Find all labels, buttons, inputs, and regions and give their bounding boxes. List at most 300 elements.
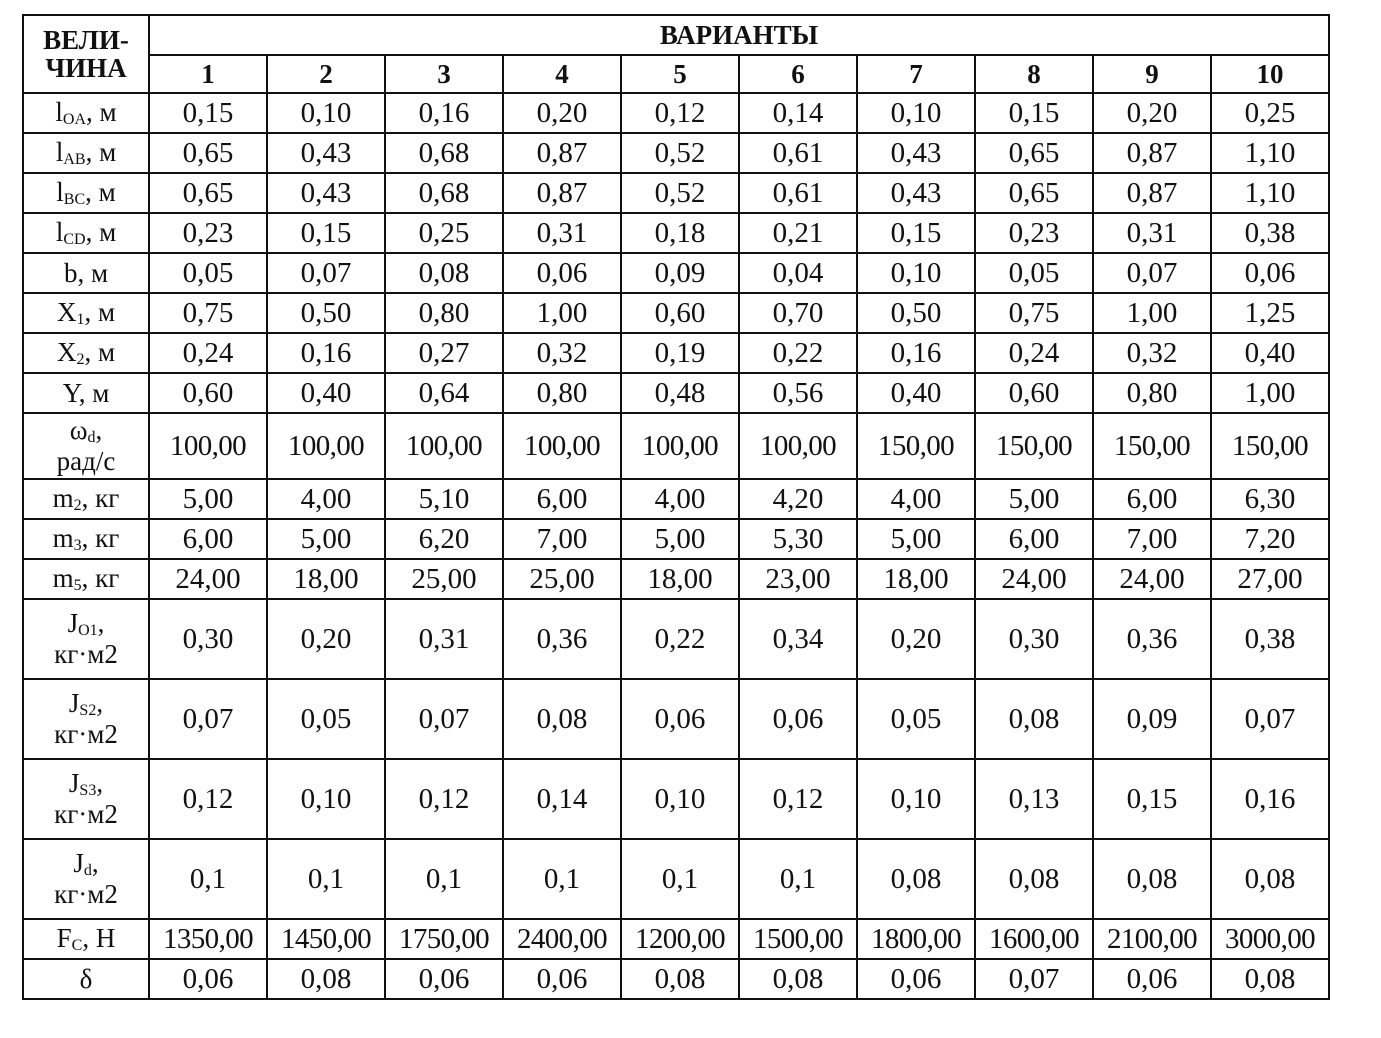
value-cell: 3000,00 bbox=[1211, 919, 1329, 959]
value-cell: 1750,00 bbox=[385, 919, 503, 959]
quantity-label bbox=[23, 559, 149, 599]
quantity-label-line1 bbox=[24, 218, 148, 249]
value-cell: 0,20 bbox=[857, 599, 975, 679]
value-cell: 0,09 bbox=[1093, 679, 1211, 759]
table-row bbox=[23, 559, 1329, 599]
variant-number-header: 10 bbox=[1211, 55, 1329, 93]
table-row bbox=[23, 599, 1329, 679]
value-cell: 0,65 bbox=[975, 133, 1093, 173]
quantity-label-line1 bbox=[24, 379, 148, 407]
value-cell: 18,00 bbox=[267, 559, 385, 599]
quantity-unit: , м bbox=[84, 296, 116, 327]
header-row-variants bbox=[23, 55, 1329, 93]
quantity-symbol: δ bbox=[79, 963, 93, 994]
value-cell: 0,07 bbox=[1093, 253, 1211, 293]
value-cell: 0,40 bbox=[1211, 333, 1329, 373]
quantity-label bbox=[23, 333, 149, 373]
quantity-symbol: J bbox=[67, 608, 79, 639]
quantity-label-line1 bbox=[24, 849, 148, 880]
value-cell: 5,00 bbox=[621, 519, 739, 559]
quantity-label bbox=[23, 293, 149, 333]
value-cell: 1,10 bbox=[1211, 173, 1329, 213]
value-cell: 0,10 bbox=[267, 759, 385, 839]
value-cell: 0,64 bbox=[385, 373, 503, 413]
value-cell: 7,20 bbox=[1211, 519, 1329, 559]
value-cell: 2400,00 bbox=[503, 919, 621, 959]
value-cell: 0,10 bbox=[621, 759, 739, 839]
value-cell: 0,20 bbox=[267, 599, 385, 679]
quantity-label-line1 bbox=[24, 338, 148, 369]
value-cell: 27,00 bbox=[1211, 559, 1329, 599]
quantity-unit: , кг bbox=[81, 522, 120, 553]
value-cell: 4,00 bbox=[621, 479, 739, 519]
value-cell: 0,06 bbox=[1211, 253, 1329, 293]
quantity-symbol: m bbox=[52, 482, 74, 513]
value-cell: 0,06 bbox=[621, 679, 739, 759]
quantity-label-line1 bbox=[24, 259, 148, 287]
value-cell: 0,15 bbox=[857, 213, 975, 253]
variants-table-container bbox=[22, 14, 1330, 1000]
quantity-subscript: d bbox=[87, 429, 96, 447]
value-cell: 0,09 bbox=[621, 253, 739, 293]
value-cell: 0,34 bbox=[739, 599, 857, 679]
value-cell: 0,18 bbox=[621, 213, 739, 253]
quantity-subscript: OA bbox=[62, 110, 87, 128]
value-cell: 0,15 bbox=[149, 93, 267, 133]
quantity-unit: , м bbox=[84, 336, 116, 367]
value-cell: 0,36 bbox=[503, 599, 621, 679]
quantity-symbol: m bbox=[52, 562, 74, 593]
value-cell: 0,07 bbox=[975, 959, 1093, 999]
value-cell: 18,00 bbox=[621, 559, 739, 599]
value-cell: 6,00 bbox=[1093, 479, 1211, 519]
value-cell: 0,08 bbox=[1211, 959, 1329, 999]
value-cell: 0,10 bbox=[857, 253, 975, 293]
quantity-unit: , Н bbox=[82, 922, 116, 953]
value-cell: 0,06 bbox=[1093, 959, 1211, 999]
quantity-unit: , bbox=[97, 608, 105, 639]
value-cell: 100,00 bbox=[621, 413, 739, 479]
value-cell: 0,25 bbox=[1211, 93, 1329, 133]
value-cell: 0,12 bbox=[739, 759, 857, 839]
table-row bbox=[23, 93, 1329, 133]
value-cell: 0,22 bbox=[621, 599, 739, 679]
value-cell: 1800,00 bbox=[857, 919, 975, 959]
value-cell: 0,08 bbox=[975, 839, 1093, 919]
value-cell: 0,08 bbox=[267, 959, 385, 999]
value-cell: 0,06 bbox=[739, 679, 857, 759]
value-cell: 0,15 bbox=[267, 213, 385, 253]
value-cell: 0,12 bbox=[149, 759, 267, 839]
value-cell: 0,1 bbox=[149, 839, 267, 919]
quantity-label bbox=[23, 413, 149, 479]
value-cell: 0,48 bbox=[621, 373, 739, 413]
quantity-subscript: 3 bbox=[73, 536, 82, 554]
value-cell: 0,07 bbox=[1211, 679, 1329, 759]
value-cell: 0,15 bbox=[1093, 759, 1211, 839]
variant-number-header: 7 bbox=[857, 55, 975, 93]
value-cell: 0,10 bbox=[857, 759, 975, 839]
value-cell: 0,87 bbox=[503, 173, 621, 213]
quantity-subscript: C bbox=[71, 936, 83, 954]
value-cell: 6,00 bbox=[503, 479, 621, 519]
value-cell: 0,31 bbox=[1093, 213, 1211, 253]
value-cell: 0,07 bbox=[267, 253, 385, 293]
quantity-symbol: J bbox=[68, 768, 80, 799]
quantity-symbol: b bbox=[63, 257, 78, 288]
quantity-subscript: S2 bbox=[79, 702, 97, 720]
variants-title: ВАРИАНТЫ bbox=[149, 15, 1329, 55]
table-row bbox=[23, 759, 1329, 839]
quantity-subscript: S3 bbox=[79, 782, 97, 800]
value-cell: 0,70 bbox=[739, 293, 857, 333]
quantity-label bbox=[23, 759, 149, 839]
quantity-label bbox=[23, 599, 149, 679]
quantity-label-line1 bbox=[24, 298, 148, 329]
variant-number-header: 3 bbox=[385, 55, 503, 93]
value-cell: 0,60 bbox=[621, 293, 739, 333]
value-cell: 0,30 bbox=[975, 599, 1093, 679]
quantity-label-line1 bbox=[24, 689, 148, 720]
value-cell: 100,00 bbox=[739, 413, 857, 479]
quantity-subscript: d bbox=[83, 862, 92, 880]
quantity-symbol: l bbox=[55, 96, 63, 127]
table-row bbox=[23, 519, 1329, 559]
value-cell: 0,52 bbox=[621, 133, 739, 173]
quantity-symbol: X bbox=[56, 336, 77, 367]
quantity-symbol: J bbox=[73, 848, 84, 879]
value-cell: 100,00 bbox=[149, 413, 267, 479]
quantity-subscript: BC bbox=[63, 190, 86, 208]
value-cell: 0,68 bbox=[385, 133, 503, 173]
value-cell: 0,1 bbox=[385, 839, 503, 919]
value-cell: 5,00 bbox=[267, 519, 385, 559]
value-cell: 0,08 bbox=[503, 679, 621, 759]
value-cell: 0,50 bbox=[267, 293, 385, 333]
value-cell: 0,06 bbox=[385, 959, 503, 999]
quantity-symbol: l bbox=[55, 136, 64, 167]
value-cell: 0,10 bbox=[267, 93, 385, 133]
value-cell: 0,16 bbox=[1211, 759, 1329, 839]
value-cell: 0,05 bbox=[267, 679, 385, 759]
quantity-unit: , bbox=[96, 688, 104, 719]
table-row bbox=[23, 213, 1329, 253]
quantity-unit: , м bbox=[85, 216, 117, 247]
value-cell: 0,06 bbox=[503, 253, 621, 293]
table-row bbox=[23, 919, 1329, 959]
value-cell: 0,08 bbox=[857, 839, 975, 919]
value-cell: 0,87 bbox=[1093, 173, 1211, 213]
value-cell: 150,00 bbox=[857, 413, 975, 479]
variant-number-header: 5 bbox=[621, 55, 739, 93]
quantity-subscript: CD bbox=[63, 230, 86, 248]
value-cell: 0,07 bbox=[385, 679, 503, 759]
quantity-label-line1 bbox=[24, 416, 148, 447]
value-cell: 2100,00 bbox=[1093, 919, 1211, 959]
value-cell: 100,00 bbox=[385, 413, 503, 479]
table-row bbox=[23, 479, 1329, 519]
value-cell: 0,80 bbox=[503, 373, 621, 413]
quantity-symbol: X bbox=[56, 296, 77, 327]
value-cell: 0,19 bbox=[621, 333, 739, 373]
quantity-subscript: 2 bbox=[76, 350, 85, 368]
value-cell: 24,00 bbox=[975, 559, 1093, 599]
table-row bbox=[23, 293, 1329, 333]
value-cell: 0,22 bbox=[739, 333, 857, 373]
value-cell: 0,80 bbox=[1093, 373, 1211, 413]
value-cell: 0,40 bbox=[267, 373, 385, 413]
quantity-label-line1 bbox=[24, 965, 148, 993]
value-cell: 0,06 bbox=[149, 959, 267, 999]
value-cell: 0,31 bbox=[385, 599, 503, 679]
quantity-unit: , м bbox=[77, 257, 109, 288]
value-cell: 100,00 bbox=[267, 413, 385, 479]
value-cell: 0,31 bbox=[503, 213, 621, 253]
value-cell: 0,24 bbox=[149, 333, 267, 373]
value-cell: 0,08 bbox=[621, 959, 739, 999]
value-cell: 1500,00 bbox=[739, 919, 857, 959]
value-cell: 0,08 bbox=[1093, 839, 1211, 919]
value-cell: 0,05 bbox=[975, 253, 1093, 293]
quantity-unit-line2: рад/с bbox=[56, 446, 116, 477]
value-cell: 0,80 bbox=[385, 293, 503, 333]
quantity-unit: , м bbox=[78, 377, 110, 408]
value-cell: 0,06 bbox=[857, 959, 975, 999]
value-cell: 4,00 bbox=[857, 479, 975, 519]
value-cell: 0,23 bbox=[149, 213, 267, 253]
variant-number-header: 4 bbox=[503, 55, 621, 93]
value-cell: 5,00 bbox=[975, 479, 1093, 519]
value-cell: 0,65 bbox=[149, 133, 267, 173]
quantity-label-line1 bbox=[24, 524, 148, 555]
quantity-label-line1 bbox=[24, 609, 148, 640]
value-cell: 24,00 bbox=[149, 559, 267, 599]
value-cell: 1450,00 bbox=[267, 919, 385, 959]
quantity-subscript: 1 bbox=[76, 310, 85, 328]
value-cell: 0,10 bbox=[857, 93, 975, 133]
quantity-unit: , м bbox=[85, 136, 117, 167]
value-cell: 0,16 bbox=[857, 333, 975, 373]
value-cell: 0,43 bbox=[267, 173, 385, 213]
table-row bbox=[23, 333, 1329, 373]
value-cell: 0,1 bbox=[621, 839, 739, 919]
table-row bbox=[23, 679, 1329, 759]
value-cell: 0,61 bbox=[739, 173, 857, 213]
value-cell: 0,43 bbox=[857, 133, 975, 173]
value-cell: 0,24 bbox=[975, 333, 1093, 373]
value-cell: 6,30 bbox=[1211, 479, 1329, 519]
value-cell: 0,75 bbox=[975, 293, 1093, 333]
table-row bbox=[23, 253, 1329, 293]
value-cell: 1,00 bbox=[1093, 293, 1211, 333]
value-cell: 0,61 bbox=[739, 133, 857, 173]
quantity-subscript: 5 bbox=[73, 576, 82, 594]
table-row bbox=[23, 413, 1329, 479]
value-cell: 0,13 bbox=[975, 759, 1093, 839]
quantity-unit: , bbox=[95, 415, 103, 446]
value-cell: 0,12 bbox=[385, 759, 503, 839]
quantity-label bbox=[23, 839, 149, 919]
quantity-label-line1 bbox=[24, 484, 148, 515]
quantity-label bbox=[23, 253, 149, 293]
value-cell: 24,00 bbox=[1093, 559, 1211, 599]
value-cell: 4,20 bbox=[739, 479, 857, 519]
value-cell: 0,16 bbox=[267, 333, 385, 373]
value-cell: 0,14 bbox=[503, 759, 621, 839]
value-cell: 0,15 bbox=[975, 93, 1093, 133]
value-cell: 1350,00 bbox=[149, 919, 267, 959]
value-cell: 100,00 bbox=[503, 413, 621, 479]
value-cell: 0,43 bbox=[857, 173, 975, 213]
quantity-label bbox=[23, 213, 149, 253]
value-cell: 1200,00 bbox=[621, 919, 739, 959]
table-row bbox=[23, 959, 1329, 999]
value-cell: 1,25 bbox=[1211, 293, 1329, 333]
value-cell: 0,23 bbox=[975, 213, 1093, 253]
value-cell: 0,14 bbox=[739, 93, 857, 133]
value-cell: 5,30 bbox=[739, 519, 857, 559]
value-cell: 5,10 bbox=[385, 479, 503, 519]
value-cell: 4,00 bbox=[267, 479, 385, 519]
value-cell: 1,10 bbox=[1211, 133, 1329, 173]
quantity-unit-line2: кг·м2 bbox=[54, 639, 118, 670]
quantity-label-line1 bbox=[24, 769, 148, 800]
quantity-unit-line2: кг·м2 bbox=[54, 879, 118, 910]
quantity-label-line1 bbox=[24, 178, 148, 209]
quantity-symbol: Y bbox=[62, 377, 79, 408]
quantity-label bbox=[23, 919, 149, 959]
table-row bbox=[23, 173, 1329, 213]
value-cell: 0,16 bbox=[385, 93, 503, 133]
value-cell: 18,00 bbox=[857, 559, 975, 599]
quantity-unit: , м bbox=[85, 176, 116, 207]
value-cell: 0,38 bbox=[1211, 599, 1329, 679]
quantity-label bbox=[23, 959, 149, 999]
value-cell: 6,20 bbox=[385, 519, 503, 559]
value-cell: 0,36 bbox=[1093, 599, 1211, 679]
value-cell: 7,00 bbox=[503, 519, 621, 559]
header-row-top bbox=[23, 15, 1329, 55]
value-cell: 0,05 bbox=[149, 253, 267, 293]
value-cell: 0,87 bbox=[503, 133, 621, 173]
value-cell: 1,00 bbox=[503, 293, 621, 333]
quantity-label bbox=[23, 479, 149, 519]
value-cell: 6,00 bbox=[975, 519, 1093, 559]
variant-number-header: 9 bbox=[1093, 55, 1211, 93]
quantity-label-line1 bbox=[24, 98, 148, 129]
value-cell: 25,00 bbox=[503, 559, 621, 599]
value-cell: 0,32 bbox=[1093, 333, 1211, 373]
value-cell: 23,00 bbox=[739, 559, 857, 599]
table-row bbox=[23, 133, 1329, 173]
value-cell: 150,00 bbox=[1093, 413, 1211, 479]
quantity-symbol: F bbox=[56, 922, 72, 953]
quantity-symbol: ω bbox=[69, 415, 88, 446]
quantity-header-line1: ВЕЛИ- bbox=[43, 24, 129, 55]
quantity-unit: , bbox=[91, 848, 99, 879]
value-cell: 5,00 bbox=[857, 519, 975, 559]
value-cell: 0,87 bbox=[1093, 133, 1211, 173]
quantity-subscript: 2 bbox=[73, 496, 82, 514]
table-row bbox=[23, 839, 1329, 919]
value-cell: 0,08 bbox=[1211, 839, 1329, 919]
value-cell: 0,68 bbox=[385, 173, 503, 213]
value-cell: 0,50 bbox=[857, 293, 975, 333]
variant-number-header: 2 bbox=[267, 55, 385, 93]
quantity-subscript: O1 bbox=[78, 622, 98, 640]
value-cell: 0,20 bbox=[503, 93, 621, 133]
value-cell: 0,65 bbox=[149, 173, 267, 213]
variants-table bbox=[22, 14, 1330, 1000]
value-cell: 0,40 bbox=[857, 373, 975, 413]
value-cell: 0,56 bbox=[739, 373, 857, 413]
value-cell: 0,60 bbox=[975, 373, 1093, 413]
quantity-symbol: l bbox=[55, 216, 64, 247]
quantity-label bbox=[23, 93, 149, 133]
quantity-header-line2: ЧИНА bbox=[45, 53, 127, 83]
quantity-unit: , bbox=[96, 768, 104, 799]
value-cell: 0,30 bbox=[149, 599, 267, 679]
quantity-label bbox=[23, 133, 149, 173]
quantity-unit-line2: кг·м2 bbox=[54, 719, 118, 750]
value-cell: 0,43 bbox=[267, 133, 385, 173]
quantity-label-line1 bbox=[24, 924, 148, 955]
value-cell: 0,38 bbox=[1211, 213, 1329, 253]
quantity-label-line1 bbox=[24, 564, 148, 595]
table-row bbox=[23, 373, 1329, 413]
quantity-symbol: J bbox=[68, 688, 80, 719]
value-cell: 0,06 bbox=[503, 959, 621, 999]
value-cell: 0,08 bbox=[975, 679, 1093, 759]
variant-number-header: 1 bbox=[149, 55, 267, 93]
quantity-label bbox=[23, 679, 149, 759]
quantity-subscript: AB bbox=[63, 150, 86, 168]
value-cell: 0,1 bbox=[739, 839, 857, 919]
value-cell: 0,20 bbox=[1093, 93, 1211, 133]
variant-number-header: 8 bbox=[975, 55, 1093, 93]
quantity-symbol: l bbox=[56, 176, 64, 207]
quantity-label bbox=[23, 373, 149, 413]
value-cell: 0,65 bbox=[975, 173, 1093, 213]
value-cell: 0,21 bbox=[739, 213, 857, 253]
quantity-header-cell bbox=[23, 15, 149, 93]
value-cell: 1,00 bbox=[1211, 373, 1329, 413]
quantity-unit-line2: кг·м2 bbox=[54, 799, 118, 830]
quantity-unit: , кг bbox=[81, 562, 120, 593]
value-cell: 25,00 bbox=[385, 559, 503, 599]
value-cell: 0,08 bbox=[739, 959, 857, 999]
value-cell: 0,08 bbox=[385, 253, 503, 293]
value-cell: 0,05 bbox=[857, 679, 975, 759]
value-cell: 0,1 bbox=[267, 839, 385, 919]
quantity-unit: , м bbox=[86, 96, 117, 127]
value-cell: 0,25 bbox=[385, 213, 503, 253]
value-cell: 0,27 bbox=[385, 333, 503, 373]
value-cell: 150,00 bbox=[1211, 413, 1329, 479]
value-cell: 150,00 bbox=[975, 413, 1093, 479]
value-cell: 0,07 bbox=[149, 679, 267, 759]
value-cell: 0,60 bbox=[149, 373, 267, 413]
value-cell: 0,04 bbox=[739, 253, 857, 293]
value-cell: 0,32 bbox=[503, 333, 621, 373]
quantity-label bbox=[23, 173, 149, 213]
value-cell: 7,00 bbox=[1093, 519, 1211, 559]
value-cell: 1600,00 bbox=[975, 919, 1093, 959]
value-cell: 0,12 bbox=[621, 93, 739, 133]
value-cell: 0,75 bbox=[149, 293, 267, 333]
value-cell: 6,00 bbox=[149, 519, 267, 559]
variant-number-header: 6 bbox=[739, 55, 857, 93]
